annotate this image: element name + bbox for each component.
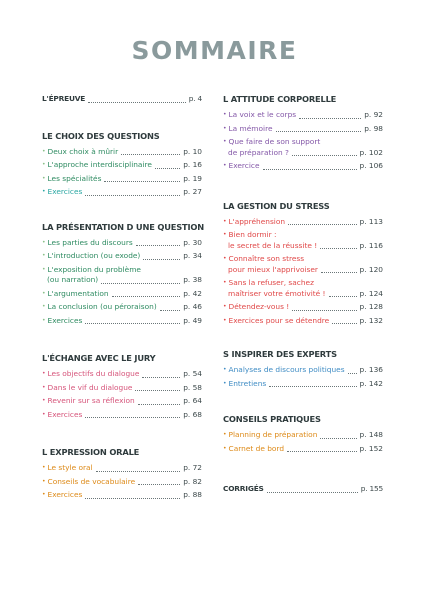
page-number: p. 92 xyxy=(364,110,383,119)
section-heading-attitude: L ATTITUDE CORPORELLE xyxy=(223,94,337,104)
page-number: p. 113 xyxy=(359,216,383,226)
page-number: p. 106 xyxy=(359,161,383,170)
page-number: p. 148 xyxy=(359,430,383,439)
page-number: p. 19 xyxy=(183,173,202,183)
bullet-icon: • xyxy=(223,316,227,324)
page-number: p. 98 xyxy=(364,123,383,133)
bullet-icon: • xyxy=(42,316,46,324)
entry-label: Le style oral xyxy=(47,463,93,472)
entry-label: Les parties du discours xyxy=(47,237,133,247)
page-number: p. 10 xyxy=(183,146,202,156)
toc-entry[interactable] xyxy=(42,238,202,249)
dot-leader xyxy=(160,310,180,311)
bullet-icon: • xyxy=(42,383,46,391)
dot-leader xyxy=(136,245,180,246)
dot-leader xyxy=(287,451,356,452)
entry-label: Exercice xyxy=(228,161,260,170)
entry-label: Dans le vif du dialogue xyxy=(47,382,133,392)
dot-leader xyxy=(292,310,356,311)
page-number: p. 64 xyxy=(183,396,202,405)
bullet-icon: • xyxy=(42,188,46,195)
toc-entry[interactable] xyxy=(42,410,202,421)
page-number: p. 155 xyxy=(360,484,383,493)
section-heading-choix: LE CHOIX DES QUESTIONS xyxy=(42,130,160,141)
entry-label: Les objectifs du dialogue xyxy=(47,369,140,378)
page-number: p. 30 xyxy=(183,237,202,247)
entry-label: L'argumentation xyxy=(47,288,109,298)
section-heading-presentation: LA PRÉSENTATION D UNE QUESTION xyxy=(42,221,204,232)
entry-label: L'introduction (ou exode) xyxy=(47,251,141,260)
dot-leader xyxy=(267,492,358,493)
dot-leader xyxy=(85,195,180,196)
bullet-icon: • xyxy=(223,255,227,262)
entry-label: La voix et le corps xyxy=(228,110,297,119)
dot-leader xyxy=(96,471,181,472)
toc-entry[interactable] xyxy=(223,316,383,327)
page-title: SOMMAIRE xyxy=(131,36,298,65)
dot-leader xyxy=(321,272,357,273)
bullet-icon: • xyxy=(42,397,46,404)
page-number: p. 54 xyxy=(183,369,202,378)
entry-label-line2: maîtriser votre émotivité ! xyxy=(228,288,326,298)
bullet-icon: • xyxy=(223,231,227,238)
bullet-icon: • xyxy=(42,370,46,377)
entry-label-line2: pour mieux l'apprivoiser xyxy=(228,264,318,274)
toc-entry[interactable] xyxy=(42,477,202,488)
page-number: p. 4 xyxy=(188,94,202,103)
page-number: p. 102 xyxy=(359,147,383,157)
bullet-icon: • xyxy=(42,410,46,418)
dot-leader xyxy=(104,181,180,182)
entry-label: Revenir sur sa réflexion xyxy=(47,396,135,405)
section-heading-experts: S INSPIRER DES EXPERTS xyxy=(223,349,337,359)
toc-right-column xyxy=(223,90,383,495)
toc-heading-epreuve: L'ÉPREUVE xyxy=(42,94,86,103)
page-number: p. 68 xyxy=(183,409,202,419)
page-number: p. 82 xyxy=(183,476,202,486)
toc-entry[interactable] xyxy=(223,124,383,135)
entry-label: Exercices xyxy=(47,187,83,196)
section-heading-expression: L EXPRESSION ORALE xyxy=(42,447,140,457)
toc-entry-multiline[interactable] xyxy=(223,254,383,275)
bullet-icon: • xyxy=(223,431,227,438)
bullet-icon: • xyxy=(42,303,46,310)
entry-label-line1: Connaître son stress xyxy=(228,254,305,263)
bullet-icon: • xyxy=(42,289,46,297)
toc-entry[interactable] xyxy=(42,316,202,327)
page-number: p. 132 xyxy=(359,315,383,325)
toc-entry[interactable] xyxy=(42,251,202,262)
dot-leader xyxy=(85,417,180,418)
entry-label: Analyses de discours politiques xyxy=(228,365,345,374)
dot-leader xyxy=(348,373,357,374)
page-number: p. 49 xyxy=(183,315,202,325)
bullet-icon: • xyxy=(42,252,46,259)
entry-label-line1: Que faire de son support xyxy=(228,137,321,146)
toc-entry[interactable] xyxy=(42,383,202,394)
entry-label-line2: le secret de la réussite ! xyxy=(228,240,318,250)
dot-leader xyxy=(329,296,357,297)
entry-label: L'approche interdisciplinaire xyxy=(47,160,152,169)
page-number: p. 38 xyxy=(183,275,202,284)
toc-entry-corriges[interactable] xyxy=(223,484,383,495)
bullet-icon: • xyxy=(223,279,227,286)
dot-leader xyxy=(320,438,356,439)
entry-label: Planning de préparation xyxy=(228,430,318,439)
entry-label: Carnet de bord xyxy=(228,443,285,453)
toc-entry[interactable] xyxy=(223,379,383,390)
dot-leader xyxy=(112,296,181,297)
toc-entry[interactable] xyxy=(223,110,383,121)
dot-leader xyxy=(269,386,356,387)
bullet-icon: • xyxy=(42,147,46,155)
toc-entry[interactable] xyxy=(223,302,383,313)
bullet-icon: • xyxy=(42,477,46,485)
toc-entry[interactable] xyxy=(42,369,202,380)
toc-entry[interactable] xyxy=(223,217,383,228)
dot-leader xyxy=(320,248,356,249)
bullet-icon: • xyxy=(42,238,46,246)
page-number: p. 116 xyxy=(359,240,383,250)
entry-label: Entretiens xyxy=(228,378,267,388)
dot-leader xyxy=(138,484,180,485)
toc-entry-multiline[interactable] xyxy=(42,265,202,286)
section-heading-conseils: CONSEILS PRATIQUES xyxy=(223,414,321,424)
page-number: p. 124 xyxy=(359,288,383,298)
entry-label-line2: (ou narration) xyxy=(47,275,99,284)
page-number: p. 42 xyxy=(183,288,202,298)
page-number: p. 58 xyxy=(183,382,202,392)
bullet-icon: • xyxy=(223,303,227,310)
toc-entry[interactable] xyxy=(42,463,202,474)
page-number: p. 88 xyxy=(183,490,202,499)
toc-left-column xyxy=(42,90,202,501)
dot-leader xyxy=(142,377,180,378)
toc-entry[interactable] xyxy=(223,161,383,172)
page-number: p. 34 xyxy=(183,251,202,260)
entry-label: Exercices xyxy=(47,409,83,419)
dot-leader xyxy=(155,168,180,169)
bullet-icon: • xyxy=(223,217,227,225)
toc-entry-multiline[interactable] xyxy=(223,137,383,158)
dot-leader xyxy=(85,498,180,499)
page-number: p. 128 xyxy=(359,302,383,311)
toc-entry[interactable] xyxy=(223,365,383,376)
page-number: p. 72 xyxy=(183,463,202,472)
toc-entry-multiline[interactable] xyxy=(223,230,383,251)
dot-leader xyxy=(276,131,362,132)
page-number: p. 46 xyxy=(183,302,202,311)
entry-label: Exercices pour se détendre xyxy=(228,315,330,325)
dot-leader xyxy=(85,323,180,324)
bullet-icon: • xyxy=(42,174,46,182)
dot-leader xyxy=(332,323,356,324)
toc-entry[interactable] xyxy=(42,396,202,407)
entry-label: L'appréhension xyxy=(228,216,286,226)
toc-heading-corriges: CORRIGÉS xyxy=(223,484,264,493)
section-heading-echange: L'ÉCHANGE AVEC LE JURY xyxy=(42,353,156,363)
bullet-icon: • xyxy=(223,124,227,132)
entry-label: Exercices xyxy=(47,315,83,325)
toc-entry[interactable] xyxy=(223,430,383,441)
entry-label-line2: de préparation ? xyxy=(228,147,289,157)
toc-entry[interactable] xyxy=(42,160,202,171)
bullet-icon: • xyxy=(42,491,46,498)
dot-leader xyxy=(263,169,357,170)
section-heading-stress: LA GESTION DU STRESS xyxy=(223,200,330,211)
entry-label: Conseils de vocabulaire xyxy=(47,476,136,486)
bullet-icon: • xyxy=(42,265,46,273)
bullet-icon: • xyxy=(223,366,227,373)
toc-entry-multiline[interactable] xyxy=(223,278,383,299)
entry-label: Exercices xyxy=(47,490,83,499)
bullet-icon: • xyxy=(42,161,46,168)
entry-label: Les spécialités xyxy=(47,173,102,183)
page-number: p. 136 xyxy=(359,365,383,374)
entry-label-line1: Sans la refuser, sachez xyxy=(228,278,314,287)
entry-label: Détendez-vous ! xyxy=(228,302,290,311)
bullet-icon: • xyxy=(223,379,227,387)
bullet-icon: • xyxy=(223,162,227,169)
entry-label-line1: Bien dormir : xyxy=(228,230,277,239)
page-number: p. 16 xyxy=(183,160,202,169)
dot-leader xyxy=(292,155,357,156)
toc-entry[interactable] xyxy=(42,289,202,300)
bullet-icon: • xyxy=(223,111,227,118)
toc-entry[interactable] xyxy=(42,174,202,185)
toc-entry[interactable] xyxy=(42,187,202,198)
page-number: p. 142 xyxy=(359,378,383,388)
dot-leader xyxy=(121,154,180,155)
page-number: p. 120 xyxy=(359,264,383,274)
bullet-icon: • xyxy=(223,444,227,452)
entry-label: Deux choix à mûrir xyxy=(47,146,119,156)
dot-leader xyxy=(138,404,180,405)
dot-leader xyxy=(288,224,356,225)
toc-entry[interactable] xyxy=(42,490,202,501)
toc-entry[interactable] xyxy=(42,302,202,313)
dot-leader xyxy=(299,118,361,119)
dot-leader xyxy=(135,390,180,391)
entry-label-line1: L'exposition du problème xyxy=(47,264,141,274)
entry-label: La mémoire xyxy=(228,123,273,133)
bullet-icon: • xyxy=(223,138,227,145)
dot-leader xyxy=(88,102,186,103)
toc-entry[interactable] xyxy=(42,147,202,158)
toc-entry-epreuve[interactable] xyxy=(42,94,202,105)
dot-leader xyxy=(143,259,180,260)
page-number: p. 152 xyxy=(359,443,383,453)
dot-leader xyxy=(101,283,180,284)
bullet-icon: • xyxy=(42,464,46,471)
page-number: p. 27 xyxy=(183,187,202,196)
entry-label: La conclusion (ou péroraison) xyxy=(47,302,157,311)
toc-entry[interactable] xyxy=(223,444,383,455)
